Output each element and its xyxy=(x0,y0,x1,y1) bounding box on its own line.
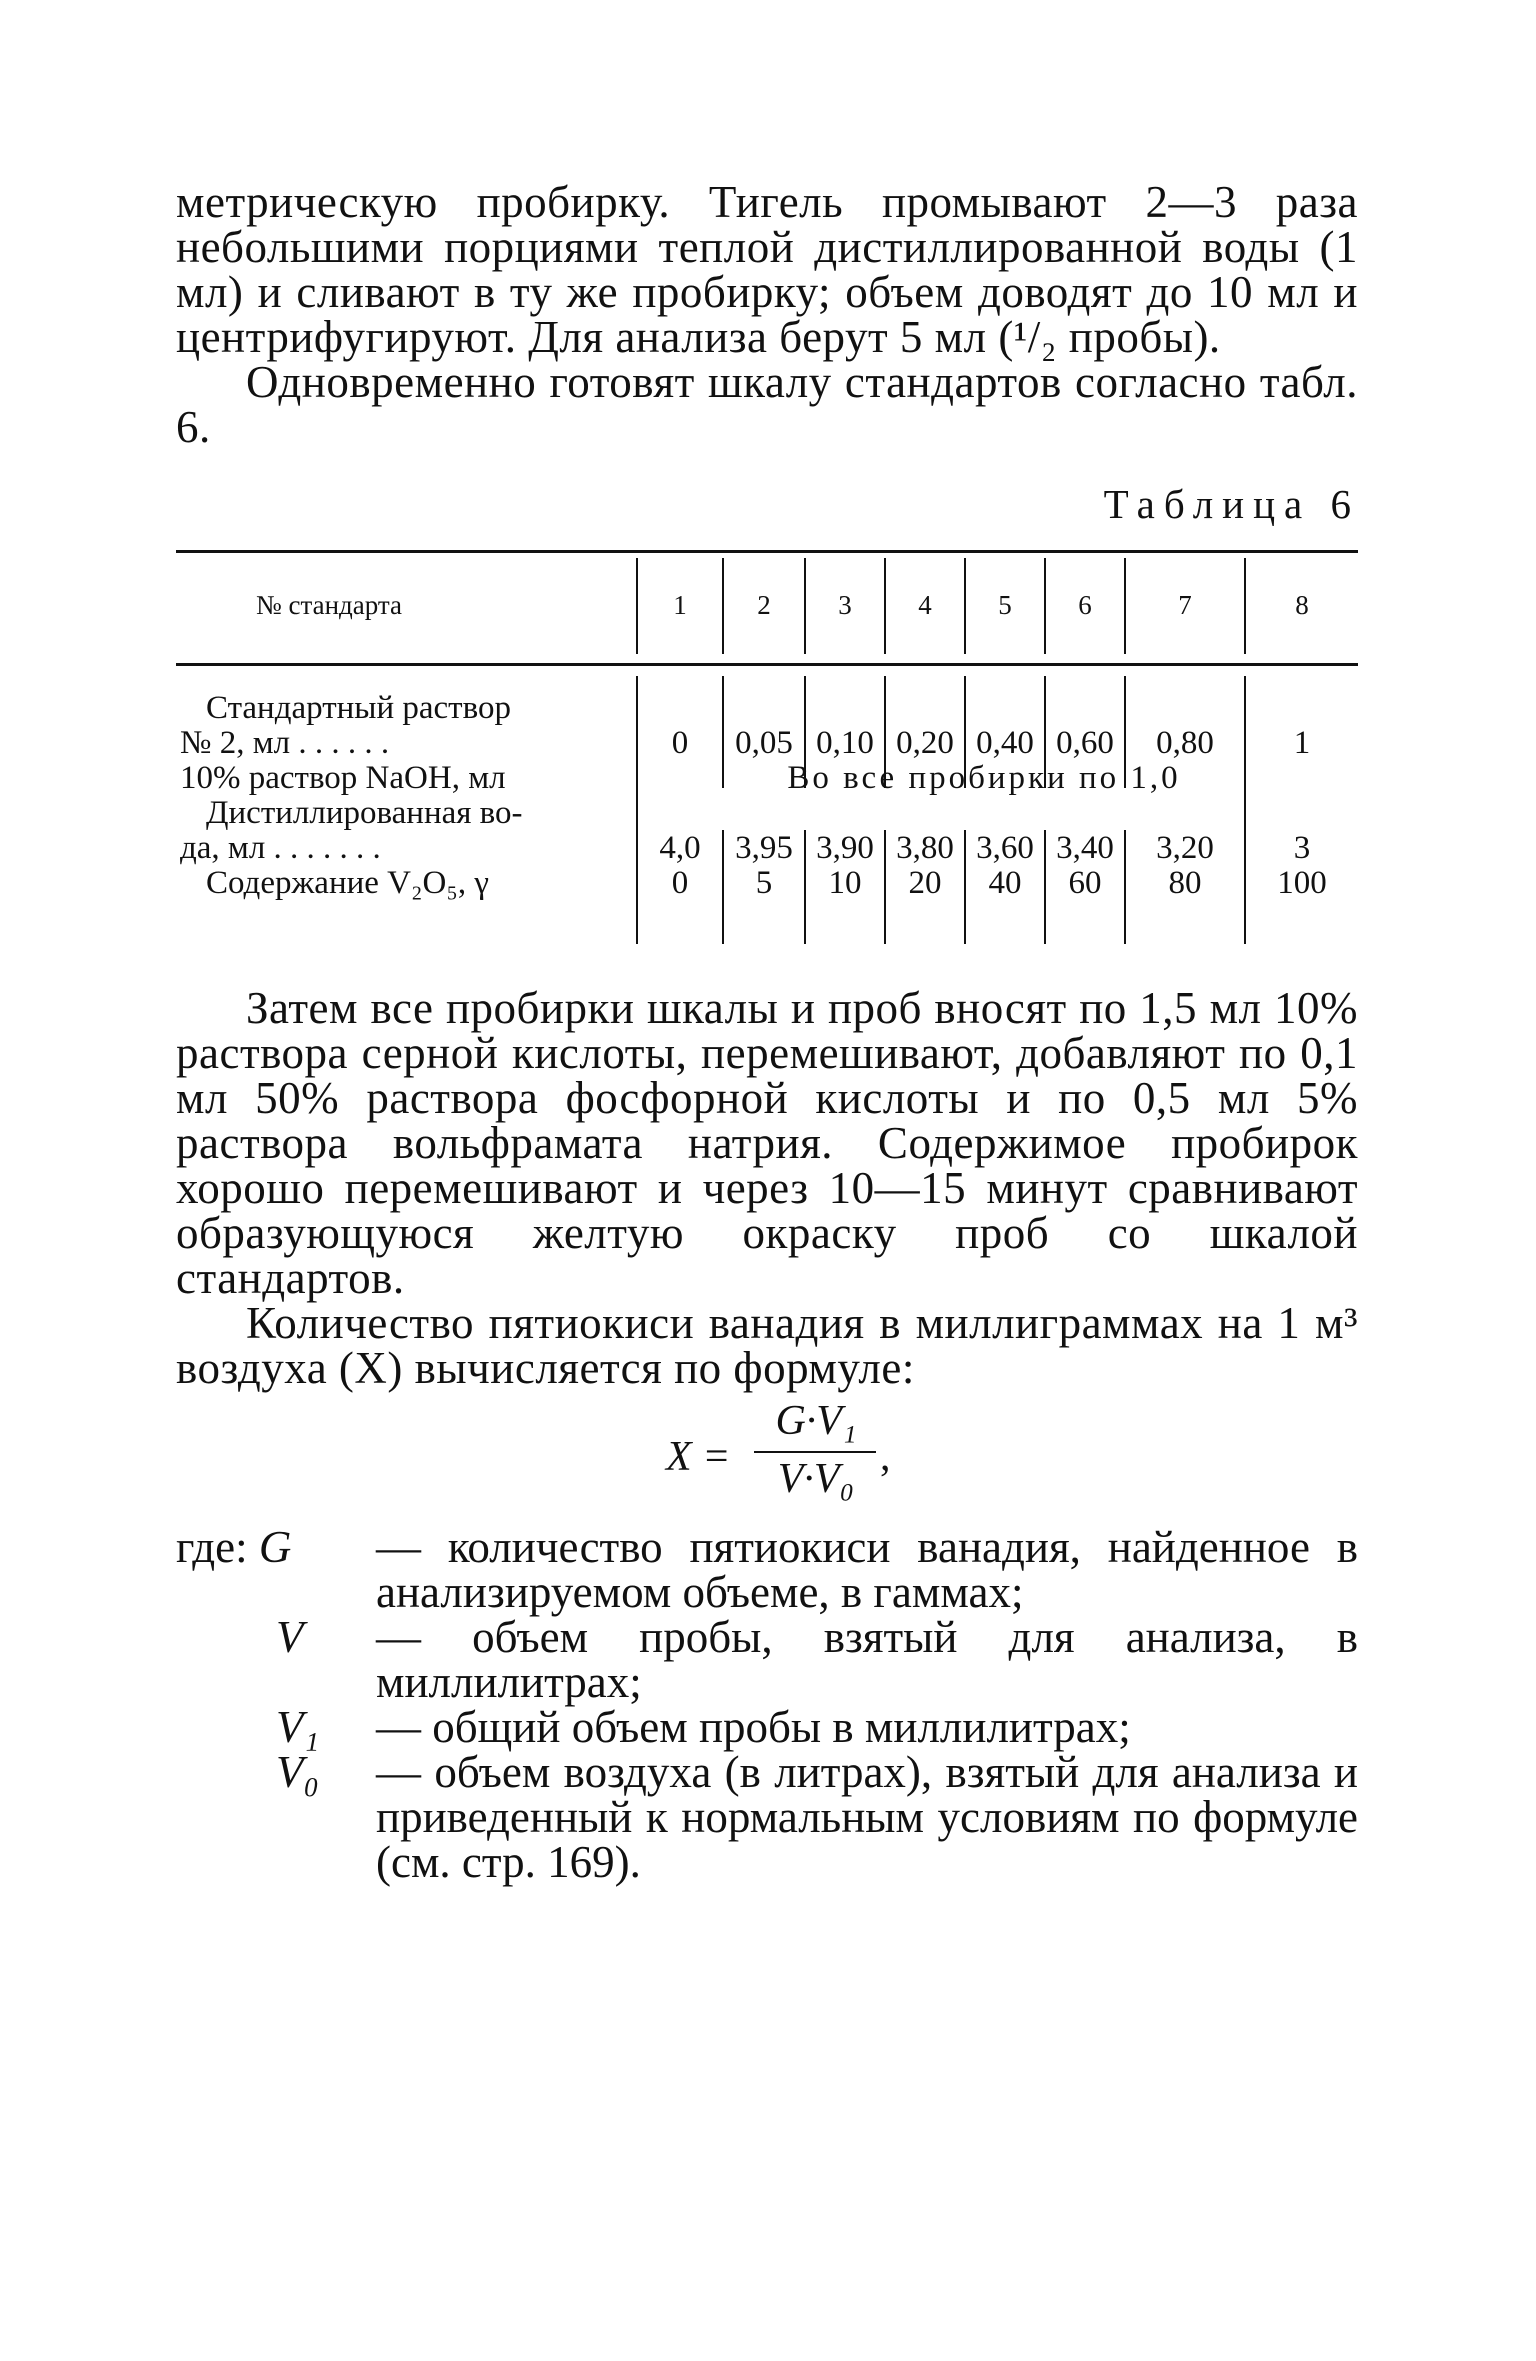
legend-text: — объем пробы, взятый для анализа, в миллилитрах; xyxy=(376,1612,1358,1707)
quantity-paragraph: Количество пятиокиси ванадия в миллиграммах на 1 м³ воздуха (X) вычисляется по формуле: xyxy=(176,1298,1358,1393)
table-cell: 60 xyxy=(1068,865,1102,901)
column-header: 8 xyxy=(1295,590,1309,620)
merged-cell: Во все пробирки по 1,0 xyxy=(787,760,1181,796)
legend-symbol: V₁ xyxy=(276,1702,320,1752)
formula-numerator: G·V₁ xyxy=(775,1398,857,1444)
table-cell: 0,10 xyxy=(816,725,874,761)
formula xyxy=(176,1397,1358,1515)
legend-text: — количество пятиокиси ванадия, найденное в анализируемом объеме, в гаммах; xyxy=(376,1522,1358,1617)
table-cell: 1 xyxy=(1293,725,1311,761)
formula-lhs: X = xyxy=(666,1434,731,1480)
column-header: 6 xyxy=(1078,590,1092,620)
table-cell: 80 xyxy=(1168,865,1202,901)
column-header: 2 xyxy=(757,590,771,620)
table-cell: 4,0 xyxy=(659,830,701,866)
table-cell: 0 xyxy=(671,725,689,761)
column-header: 3 xyxy=(838,590,852,620)
table-cell: 3,80 xyxy=(896,830,954,866)
procedure-paragraph: Затем все пробирки шкалы и проб вносят по 1,5 мл 10% раствора серной кислоты, перемешивают, добавляют по 0,1 мл 50% раствора фосфорной кислоты и по 0,5 мл 5% раствора вольфрамата натрия. Содержимое пробирок хорошо перемешивают и через 10—15 минут сравнивают образующуюся желтую окраску проб со шкалой стандартов. xyxy=(176,983,1358,1303)
legend-symbol: V xyxy=(276,1612,304,1662)
table-cell: 0,40 xyxy=(976,725,1034,761)
legend-row xyxy=(176,1747,1358,1887)
legend-prefix: где: xyxy=(176,1522,248,1572)
table-cell: 0,60 xyxy=(1056,725,1114,761)
legend-text: — общий объем пробы в миллилитрах; xyxy=(376,1702,1131,1752)
table-cell: 40 xyxy=(988,865,1022,901)
formula-comma: , xyxy=(880,1434,891,1480)
variable-legend xyxy=(176,1522,1358,1887)
row-label: да, мл . . . . . . . xyxy=(180,830,381,866)
row-label: № 2, мл . . . . . . xyxy=(180,725,390,761)
column-header: 4 xyxy=(918,590,932,620)
table-cell: 3,20 xyxy=(1156,830,1214,866)
column-header: 7 xyxy=(1178,590,1192,620)
table-cell: 0,20 xyxy=(896,725,954,761)
table-cell: 10 xyxy=(828,865,862,901)
row-label: 10% раствор NaOH, мл xyxy=(180,760,506,796)
table-cell: 0 xyxy=(671,865,689,901)
table-cell: 3,90 xyxy=(816,830,874,866)
legend-row xyxy=(176,1612,1358,1707)
scale-paragraph: Одновременно готовят шкалу стандартов согласно табл. 6. xyxy=(176,357,1358,452)
table-cell: 20 xyxy=(908,865,942,901)
table-cell: 3,40 xyxy=(1056,830,1114,866)
row-label: Дистиллированная во- xyxy=(206,795,523,831)
table-cell: 100 xyxy=(1277,865,1327,901)
legend-symbol: V₀ xyxy=(276,1747,320,1797)
row-label: Стандартный раствор xyxy=(206,690,511,726)
table-cell: 5 xyxy=(755,865,773,901)
page xyxy=(176,177,1360,1887)
table-top-rule xyxy=(176,550,1358,553)
legend-row xyxy=(176,1702,1358,1752)
table-cell: 3,60 xyxy=(976,830,1034,866)
table-cell: 0,80 xyxy=(1156,725,1214,761)
table-cell: 0,05 xyxy=(735,725,793,761)
table-cell: 3 xyxy=(1293,830,1311,866)
row-label: Содержание V₂O₅, γ xyxy=(206,865,489,901)
fraction-bar xyxy=(754,1451,876,1453)
legend-row xyxy=(176,1522,1358,1617)
table-header-label: № стандарта xyxy=(256,590,403,620)
column-header: 1 xyxy=(673,590,687,620)
intro-paragraph: метрическую пробирку. Тигель промывают 2—3 раза небольшими порциями теплой дистиллированной воды (1 мл) и сливают в ту же пробирку; объем доводят до 10 мл и центрифугируют. Для анализа берут 5 мл (¹/₂ пробы). xyxy=(176,177,1358,362)
table-header-rule xyxy=(176,663,1358,666)
legend-symbol: G xyxy=(258,1522,292,1572)
formula-denominator: V·V₀ xyxy=(777,1456,855,1502)
table-cell: 3,95 xyxy=(735,830,793,866)
table-caption: Таблица 6 xyxy=(1103,481,1360,527)
legend-text: — объем воздуха (в литрах), взятый для анализа и приведенный к нормальным условиям по формуле (см. стр. 169). xyxy=(376,1747,1358,1887)
column-header: 5 xyxy=(998,590,1012,620)
standards-table xyxy=(176,550,1358,950)
